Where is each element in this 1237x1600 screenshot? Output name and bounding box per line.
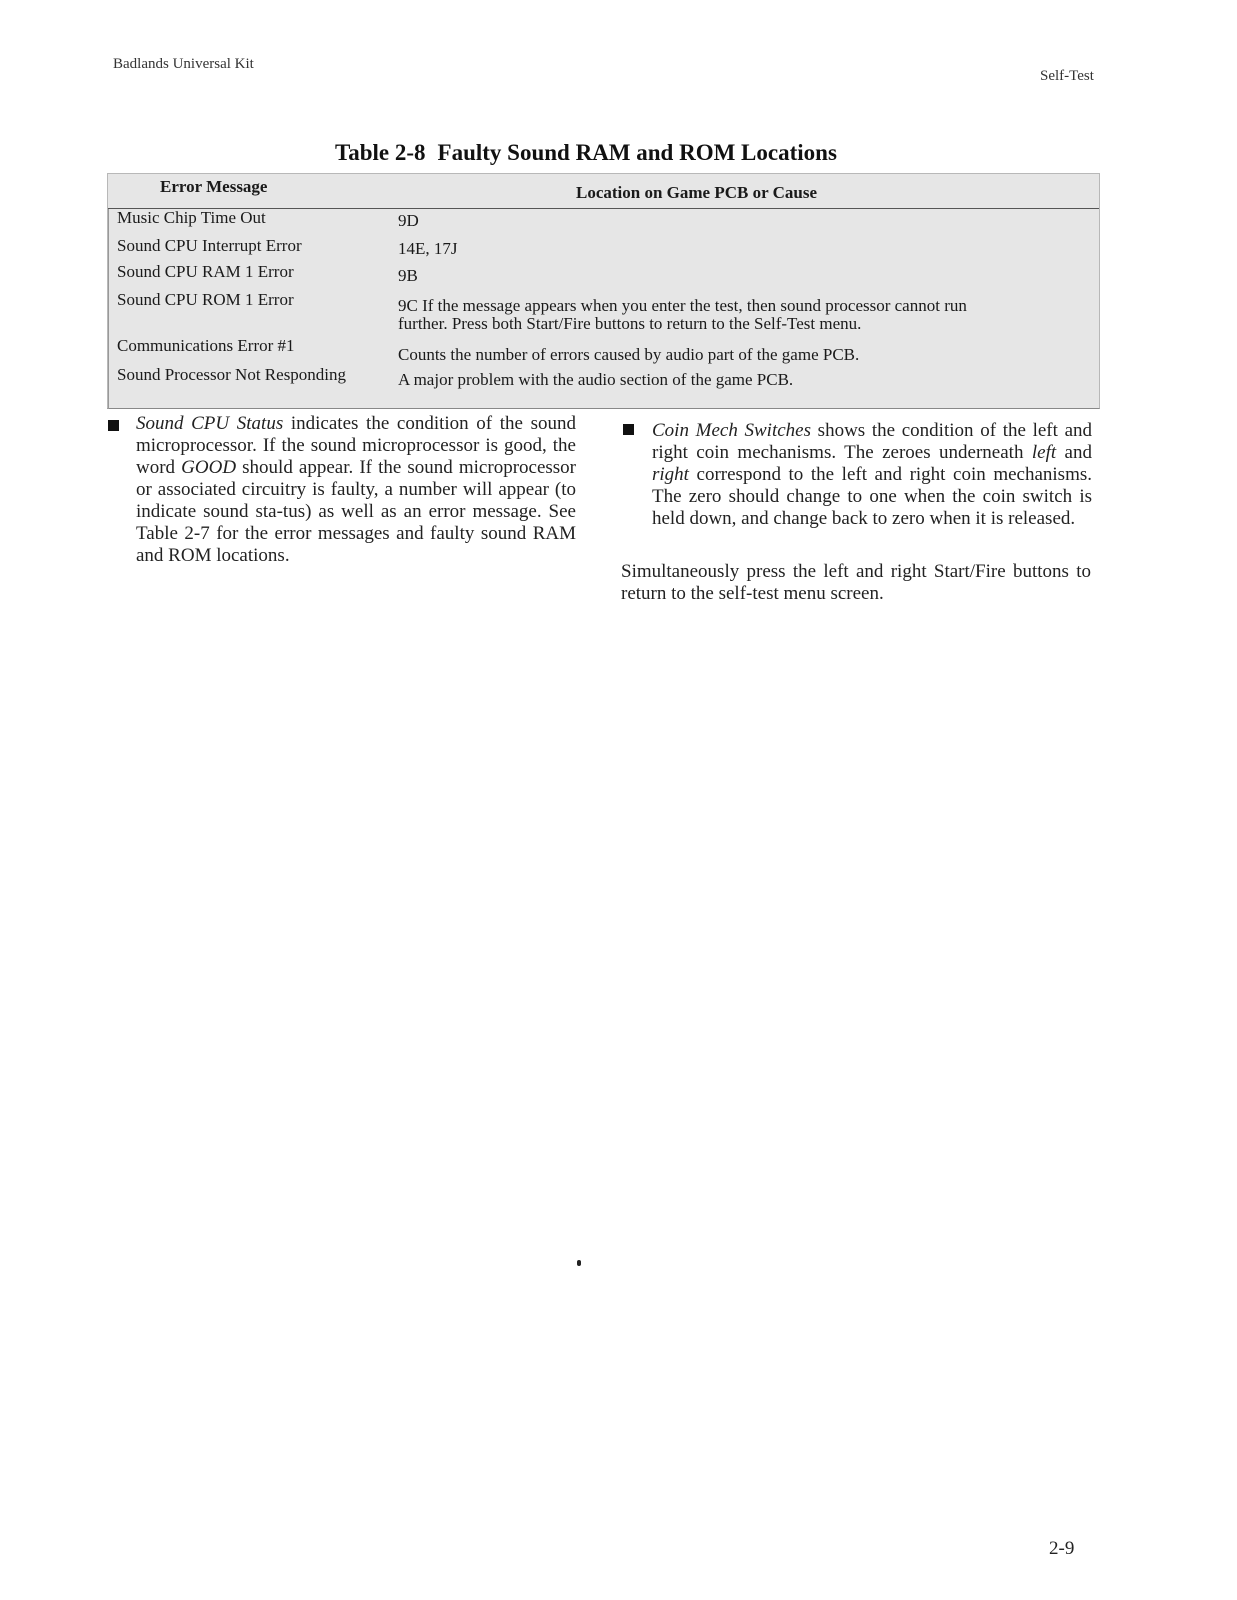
- running-header-left: Badlands Universal Kit: [113, 56, 254, 72]
- term-good: GOOD: [181, 457, 237, 478]
- location-cell: 14E, 17J: [398, 239, 458, 258]
- paragraph-text: should appear. If the sound microprocessor or associated circuitry is faulty, a number will appear (to indicate sound sta-tus) as well as an error message. See Table 2-7 for the error messages and faulty sound RAM and ROM locations.: [136, 457, 576, 566]
- location-cell: [398, 297, 1068, 333]
- error-message-cell: Music Chip Time Out: [117, 208, 266, 227]
- error-message-cell: Sound CPU ROM 1 Error: [117, 290, 294, 309]
- table-number: Table 2-8: [335, 140, 426, 165]
- bullet-marker: [623, 424, 634, 435]
- paragraph-text: indicates the condition of the sound microprocessor. If the sound microprocessor is good, the word: [136, 413, 576, 478]
- location-line: further. Press both Start/Fire buttons to return to the Self-Test menu.: [398, 314, 862, 333]
- paragraph-text: shows the condition of the left and right coin mechanisms. The zeroes underneath: [652, 420, 1093, 463]
- location-line: 9C If the message appears when you enter the test, then sound processor cannot run: [398, 296, 967, 315]
- table-left-rule: [108, 209, 109, 409]
- running-header-right: Self-Test: [1040, 68, 1094, 84]
- error-message-cell: Sound Processor Not Responding: [117, 365, 347, 384]
- table-title: [335, 140, 837, 166]
- location-cell: Counts the number of errors caused by audio part of the game PCB.: [398, 345, 860, 364]
- paragraph-text: and: [1056, 442, 1092, 463]
- table-header-row: [108, 174, 1099, 209]
- return-instruction-paragraph: Simultaneously press the left and right Start/Fire buttons to return to the self-test menu screen.: [621, 561, 1091, 604]
- paragraph-text: correspond to the left and right coin mechanisms. The zero should change to one when the coin switch is held down, and change back to zero when it is released.: [652, 464, 1092, 529]
- table-caption: Faulty Sound RAM and ROM Locations: [437, 140, 837, 165]
- page-number: 2-9: [1049, 1538, 1075, 1559]
- location-cell: 9D: [398, 211, 419, 230]
- faulty-sound-table: [107, 173, 1100, 409]
- term-left: left: [1031, 442, 1057, 463]
- error-message-cell: Communications Error #1: [117, 336, 295, 355]
- stray-mark: [577, 1260, 581, 1266]
- coin-mech-switches-paragraph: [652, 420, 1092, 530]
- location-cell: A major problem with the audio section of the game PCB.: [398, 370, 794, 389]
- error-message-cell: Sound CPU Interrupt Error: [117, 236, 302, 255]
- term-sound-cpu-status: Sound CPU Status: [136, 413, 284, 434]
- term-right: right: [652, 464, 689, 485]
- bullet-marker: [108, 420, 119, 431]
- error-message-cell: Sound CPU RAM 1 Error: [117, 262, 294, 281]
- location-cell: 9B: [398, 266, 418, 285]
- column-header-location: Location on Game PCB or Cause: [576, 183, 817, 202]
- column-header-error-message: Error Message: [160, 177, 268, 196]
- term-coin-mech-switches: Coin Mech Switches: [652, 420, 811, 441]
- sound-cpu-status-paragraph: [136, 413, 576, 567]
